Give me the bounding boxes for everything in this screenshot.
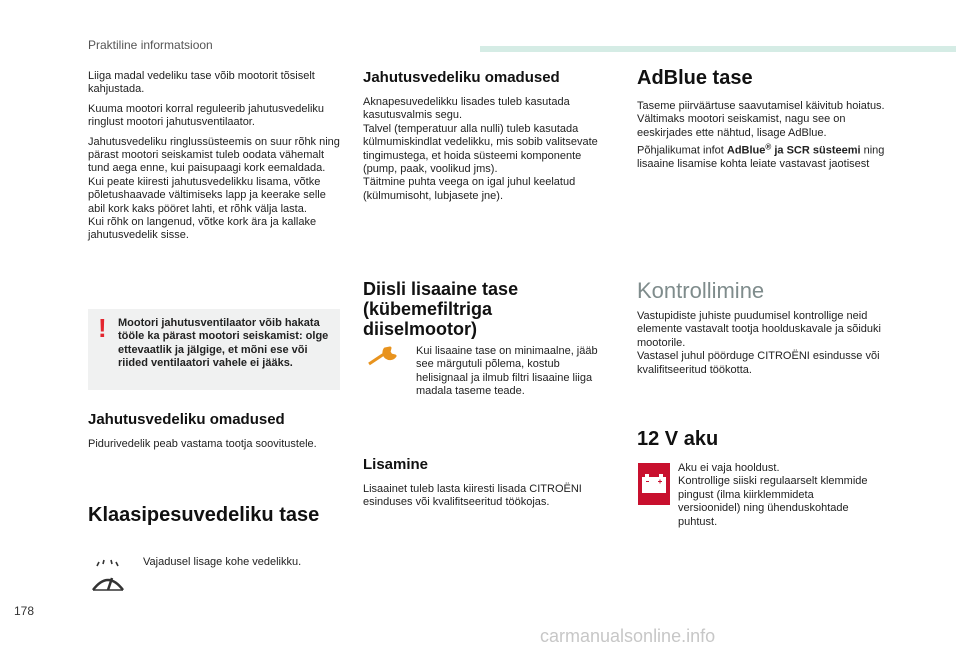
heading-coolant-properties: Jahutusvedeliku omadused	[363, 69, 560, 86]
adblue-paragraph-3	[637, 140, 897, 171]
adblue-ref-bold: AdBlue	[726, 144, 766, 157]
adblue-paragraph-1: Taseme piirväärtuse saavutamisel käivitub hoiatus.	[637, 100, 885, 112]
heading-checking: Kontrollimine	[637, 278, 765, 303]
warning-text: Mootori jahutusventilaator võib hakata tööle ka pärast mootori seiskamist: olge ettevaatlik ja jälgige, et mõni ese või riided ventilaatori vahele ei jääks.	[118, 317, 329, 370]
adblue-ref-prefix: Põhjalikumat infot	[637, 144, 727, 157]
page-number: 178	[14, 604, 35, 618]
brake-fluid-text: Pidurivedelik peab vastama tootja soovitustele.	[88, 438, 317, 450]
wrench-icon	[367, 344, 401, 368]
coolant-properties-text: Aknapesuvedelikku lisades tuleb kasutada kasutusvalmis segu. Talvel (temperatuur alla nulli) tuleb kasutada külmumiskindlat vedelikku, mis sobib valitsevate tingimustega, et hoida süsteemi komponente (pump, paak, voolikud jms). Täitmine puhta veega on igal juhul keelatud (külmumisoht, lubjasete jne).	[363, 96, 598, 202]
heading-filling: Lisamine	[363, 456, 429, 473]
heading-battery: 12 V aku	[637, 428, 719, 450]
battery-text: Aku ei vaja hooldust. Kontrollige siiski regulaarselt klemmide pingust (ilma kiirklemmideta versioonidel) ning ühenduskohtade puhtust.	[678, 462, 868, 528]
washer-icon	[88, 556, 128, 596]
battery-icon	[638, 463, 670, 505]
adblue-ref-suffix: ning lisaaine lisamise kohta leiate vastavast jaotisest	[637, 144, 885, 171]
adblue-paragraph-2: Vältimaks mootori seiskamist, nagu see on eeskirjades ette nähtud, lisage AdBlue.	[637, 113, 846, 139]
adblue-ref-bold-2: ja SCR süsteemi	[771, 144, 861, 157]
adblue-text	[637, 100, 897, 172]
adblue-registered-mark: ®	[765, 142, 772, 152]
heading-washer-level: Klaasipesuvedeliku tase	[88, 504, 320, 526]
heading-diesel-additive: Diisli lisaaine tase (kübemefiltriga diiselmootor)	[363, 279, 519, 339]
watermark: carmanualsonline.info	[540, 626, 716, 646]
warning-box	[88, 309, 340, 390]
washer-text: Vajadusel lisage kohe vedelikku.	[143, 556, 302, 568]
paragraph-fan: Kuuma mootori korral reguleerib jahutusvedeliku ringlust mootori jahutusventilaator.	[88, 102, 325, 129]
filling-text: Lisaainet tuleb lasta kiiresti lisada CITROËNI esinduses või kvalifitseeritud töökojas.	[363, 483, 582, 509]
column-1	[88, 70, 344, 249]
checking-text: Vastupidiste juhiste puudumisel kontrollige neid elemente vastavalt tootja hoolduskavale ja sõiduki mootorile. Vastasel juhul pöörduge CITROËNI esindusse või kvalifitseeritud töökotta.	[637, 310, 881, 376]
heading-brake-fluid: Jahutusvedeliku omadused	[88, 411, 285, 428]
header-rule	[480, 46, 956, 52]
heading-adblue: AdBlue tase	[637, 67, 753, 89]
diesel-additive-text: Kui lisaaine tase on minimaalne, jääb see märgutuli põlema, kostub helisignaal ja ilmub filtri lisaaine liiga madala taseme teade.	[416, 345, 598, 398]
paragraph-low-level: Liiga madal vedeliku tase võib mootorit tõsiselt kahjustada.	[88, 70, 315, 96]
warning-icon: !	[98, 313, 107, 343]
section-header: Praktiline informatsioon	[88, 38, 213, 52]
paragraph-pressure: Jahutusvedeliku ringlussüsteemis on suur rõhk ning pärast mootori seiskamist tuleb oodata vähemalt tund aega enne, kui paisupaagi kork eemaldada. Kui peate kiiresti jahutusvedelikku lisama, võtke põletushaavade vältimiseks lapp ja keerake selle abil kork kaks pööret lahti, et rõhk välja lasta. Kui rõhk on langenud, võtke kork ära ja kallake jahutusvedelik sisse.	[88, 135, 340, 242]
